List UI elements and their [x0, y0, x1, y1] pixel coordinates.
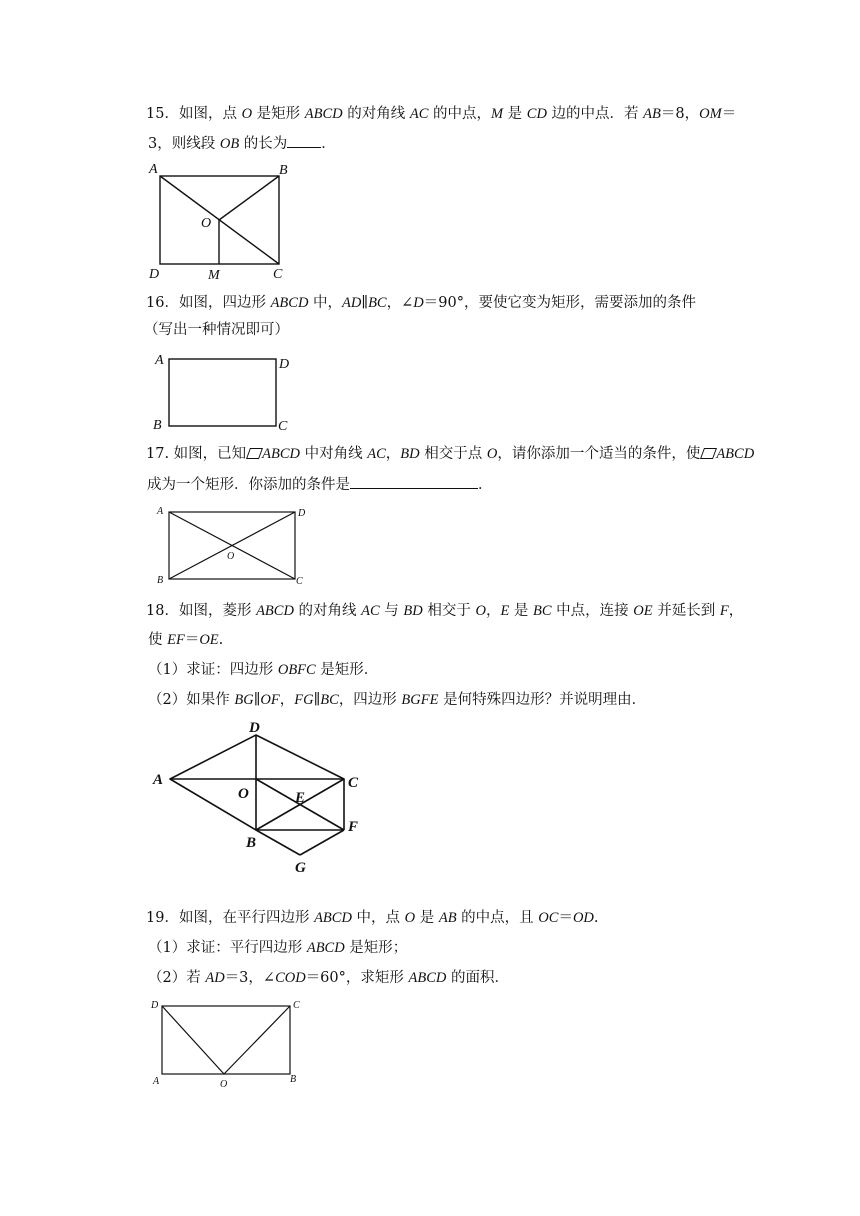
label-a: A: [157, 506, 164, 517]
segment-fg: [300, 830, 344, 855]
answer-blank: [287, 133, 321, 148]
label-a: A: [149, 162, 158, 177]
label-o: O: [201, 216, 212, 231]
label-e: E: [295, 790, 306, 806]
q17-number: 17.: [146, 446, 170, 462]
q19-number: 19．: [146, 910, 179, 926]
label-d: D: [279, 357, 290, 372]
q15-line-2: 3，则线段 OB 的长为 ．: [148, 133, 336, 154]
label-b: B: [157, 575, 164, 586]
q15-line-1: 15．如图，点 O 是矩形 ABCD 的对角线 AC 的中点，M 是 CD 边的中点．若 AB＝8，OM＝: [146, 106, 737, 122]
segment-ob: [219, 176, 279, 220]
q19-part-1: （1）求证：平行四边形 ABCD 是矩形；: [148, 940, 408, 956]
q18-part-2: （2）如果作 BG∥OF，FG∥BC，四边形 BGFE 是何特殊四边形？并说明理由．: [148, 692, 647, 708]
label-o: O: [227, 551, 235, 562]
parallelogram-icon: [246, 448, 263, 459]
answer-blank: [350, 474, 478, 489]
label-b: B: [153, 418, 162, 433]
label-c: C: [296, 576, 303, 587]
segment-bg: [256, 830, 300, 855]
label-d: D: [249, 720, 260, 736]
label-c: C: [273, 267, 283, 282]
q18-figure: [145, 712, 385, 882]
q19-figure: [148, 994, 308, 1094]
rectangle-abcd: [162, 1006, 290, 1074]
label-c: C: [278, 419, 288, 434]
q18-number: 18．: [146, 603, 179, 619]
q17-line-1: 17. 如图，已知 ABCD 中对角线 AC，BD 相交于点 O，请你添加一个适当的条件，使 ABCD: [146, 446, 755, 462]
label-o: O: [220, 1079, 228, 1090]
label-c: C: [293, 1000, 300, 1011]
segment-oc: [224, 1006, 290, 1074]
q16-figure: [150, 350, 300, 435]
q15-figure: [145, 158, 305, 283]
q16-number: 16．: [146, 295, 179, 311]
segment-od: [162, 1006, 224, 1074]
label-g: G: [295, 860, 306, 876]
label-o: O: [238, 786, 249, 802]
label-d: D: [298, 508, 306, 519]
q18-part-1: （1）求证：四边形 OBFC 是矩形．: [148, 662, 379, 678]
label-b: B: [246, 835, 257, 851]
q16-line-2: （写出一种情况即可）: [144, 322, 289, 338]
label-a: A: [153, 1076, 160, 1087]
quadrilateral-abcd: [169, 359, 276, 426]
label-a: A: [155, 353, 164, 368]
label-d: D: [149, 267, 160, 282]
q19-part-2: （2）若 AD＝3，∠COD＝60°，求矩形 ABCD 的面积．: [148, 970, 509, 986]
label-m: M: [208, 268, 220, 283]
q19-line-1: 19．如图，在平行四边形 ABCD 中，点 O 是 AB 的中点，且 OC＝OD.: [146, 910, 599, 926]
label-c: C: [348, 775, 359, 791]
label-b: B: [290, 1074, 297, 1085]
parallelogram-icon: [700, 448, 717, 459]
q18-line-1: 18．如图，菱形 ABCD 的对角线 AC 与 BD 相交于 O，E 是 BC 中点，连接 OE 并延长到 F，: [146, 603, 744, 619]
q15-number: 15．: [146, 106, 179, 122]
q16-line-1: 16．如图，四边形 ABCD 中，AD∥BC，∠D＝90°，要使它变为矩形，需要添加的条件: [146, 295, 696, 311]
label-d: D: [151, 1000, 159, 1011]
label-a: A: [153, 772, 164, 788]
q17-figure: [153, 502, 313, 592]
q17-line-2: 成为一个矩形．你添加的条件是 ．: [147, 474, 493, 495]
q18-line-2: 使 EF＝OE.: [148, 632, 224, 648]
label-f: F: [348, 819, 359, 835]
label-b: B: [279, 163, 288, 178]
